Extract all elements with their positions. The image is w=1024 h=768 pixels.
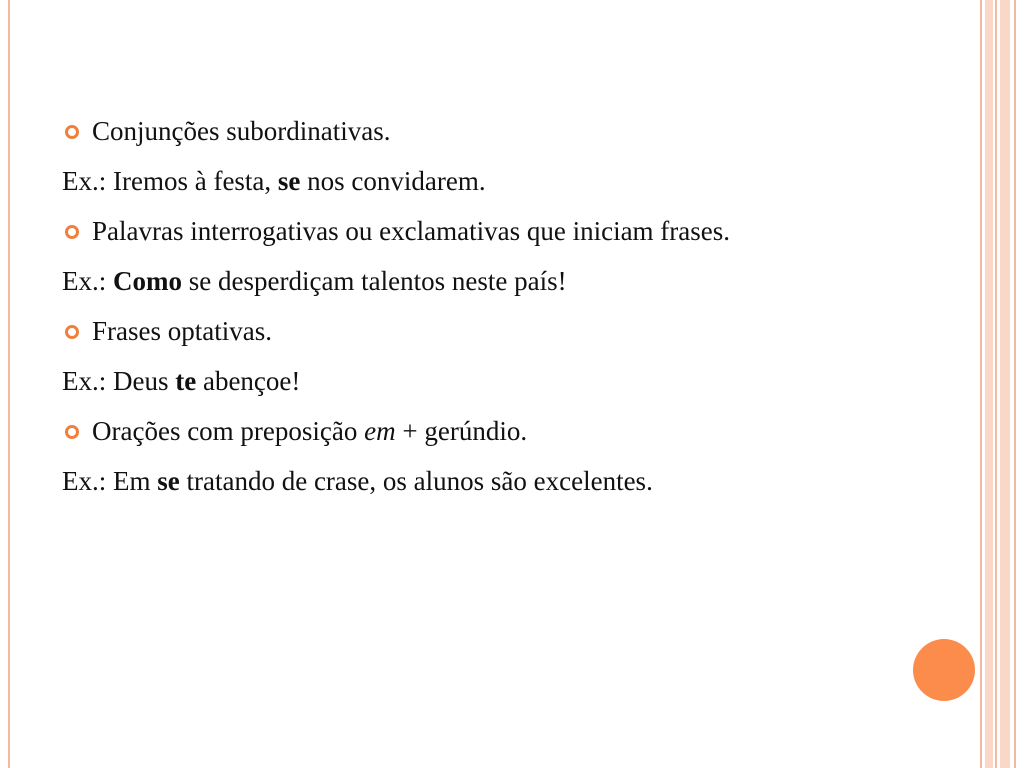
text-run: + gerúndio. [395, 416, 528, 446]
example-line [62, 461, 878, 501]
text-run: Ex.: Iremos à festa, [62, 166, 278, 196]
bullet-item [62, 311, 878, 351]
text-run: Ex.: [62, 266, 113, 296]
right-frame-line-outer [1014, 0, 1016, 768]
right-frame-line-middle [995, 0, 997, 768]
text-run: Ex.: Deus [62, 366, 176, 396]
example-line [62, 261, 878, 301]
emphasis-bold: se [277, 166, 301, 196]
bullet-ring-icon [65, 225, 79, 239]
emphasis-bold: se [157, 466, 180, 496]
bullet-item [62, 411, 878, 451]
left-frame-line [8, 0, 10, 768]
decorative-circle [913, 639, 975, 701]
text-run: nos convidarem. [300, 166, 486, 196]
right-frame-band-outer [1000, 0, 1010, 768]
emphasis-bold: te [175, 366, 197, 396]
bullet-ring-icon [65, 125, 79, 139]
text-run: Conjunções subordinativas. [92, 116, 391, 146]
bullet-item [62, 211, 878, 251]
bullet-ring-icon [65, 425, 79, 439]
example-line [62, 361, 878, 401]
text-run: Orações com preposição [92, 416, 365, 446]
bullet-ring-icon [65, 325, 79, 339]
right-frame-line-inner [980, 0, 982, 768]
text-run: se desperdiçam talentos neste país! [182, 266, 567, 296]
text-run: Ex.: Em [62, 466, 158, 496]
right-frame-band [985, 0, 993, 768]
text-run: Palavras interrogativas ou exclamativas que iniciam frases. [92, 216, 731, 246]
text-run: tratando de crase, os alunos são excelentes. [179, 466, 653, 496]
text-run: Frases optativas. [92, 316, 272, 346]
emphasis-bold: Como [113, 266, 182, 296]
text-run: abençoe! [196, 366, 301, 396]
slide-content [62, 111, 878, 511]
bullet-item [62, 111, 878, 151]
example-line [62, 161, 878, 201]
emphasis-italic: em [364, 416, 396, 446]
